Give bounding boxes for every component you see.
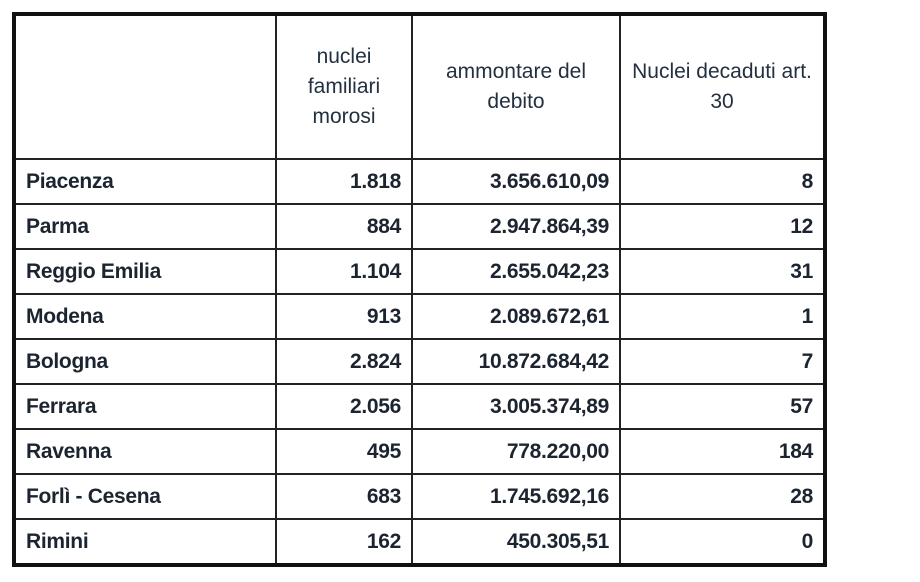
morosi-cell: 495 [276,429,412,474]
province-cell: Piacenza [14,159,276,204]
header-row [14,14,825,159]
table-row [14,294,825,339]
province-cell: Parma [14,204,276,249]
debito-cell: 3.005.374,89 [412,384,620,429]
debito-cell: 2.655.042,23 [412,249,620,294]
decaduti-cell: 28 [620,474,825,519]
province-cell: Forlì - Cesena [14,474,276,519]
morosi-cell: 2.056 [276,384,412,429]
debito-cell: 450.305,51 [412,519,620,565]
table-row [14,204,825,249]
province-cell: Ravenna [14,429,276,474]
header-debito: ammontare del debito [412,14,620,159]
table-row [14,384,825,429]
table-row [14,339,825,384]
debito-cell: 10.872.684,42 [412,339,620,384]
debito-cell: 2.089.672,61 [412,294,620,339]
province-cell: Modena [14,294,276,339]
morosi-cell: 162 [276,519,412,565]
decaduti-cell: 12 [620,204,825,249]
header-morosi: nuclei familiari morosi [276,14,412,159]
decaduti-cell: 31 [620,249,825,294]
header-empty [14,14,276,159]
morosi-cell: 2.824 [276,339,412,384]
debt-table [12,12,827,567]
decaduti-cell: 8 [620,159,825,204]
morosi-cell: 884 [276,204,412,249]
decaduti-cell: 7 [620,339,825,384]
morosi-cell: 1.818 [276,159,412,204]
table-row [14,474,825,519]
decaduti-cell: 1 [620,294,825,339]
table-row [14,159,825,204]
table-row [14,519,825,565]
morosi-cell: 913 [276,294,412,339]
table-row [14,429,825,474]
header-decaduti: Nuclei decaduti art. 30 [620,14,825,159]
decaduti-cell: 0 [620,519,825,565]
morosi-cell: 683 [276,474,412,519]
morosi-cell: 1.104 [276,249,412,294]
debito-cell: 2.947.864,39 [412,204,620,249]
decaduti-cell: 184 [620,429,825,474]
table-row [14,249,825,294]
debito-cell: 778.220,00 [412,429,620,474]
province-cell: Reggio Emilia [14,249,276,294]
debito-cell: 3.656.610,09 [412,159,620,204]
province-cell: Bologna [14,339,276,384]
decaduti-cell: 57 [620,384,825,429]
debito-cell: 1.745.692,16 [412,474,620,519]
province-cell: Rimini [14,519,276,565]
province-cell: Ferrara [14,384,276,429]
